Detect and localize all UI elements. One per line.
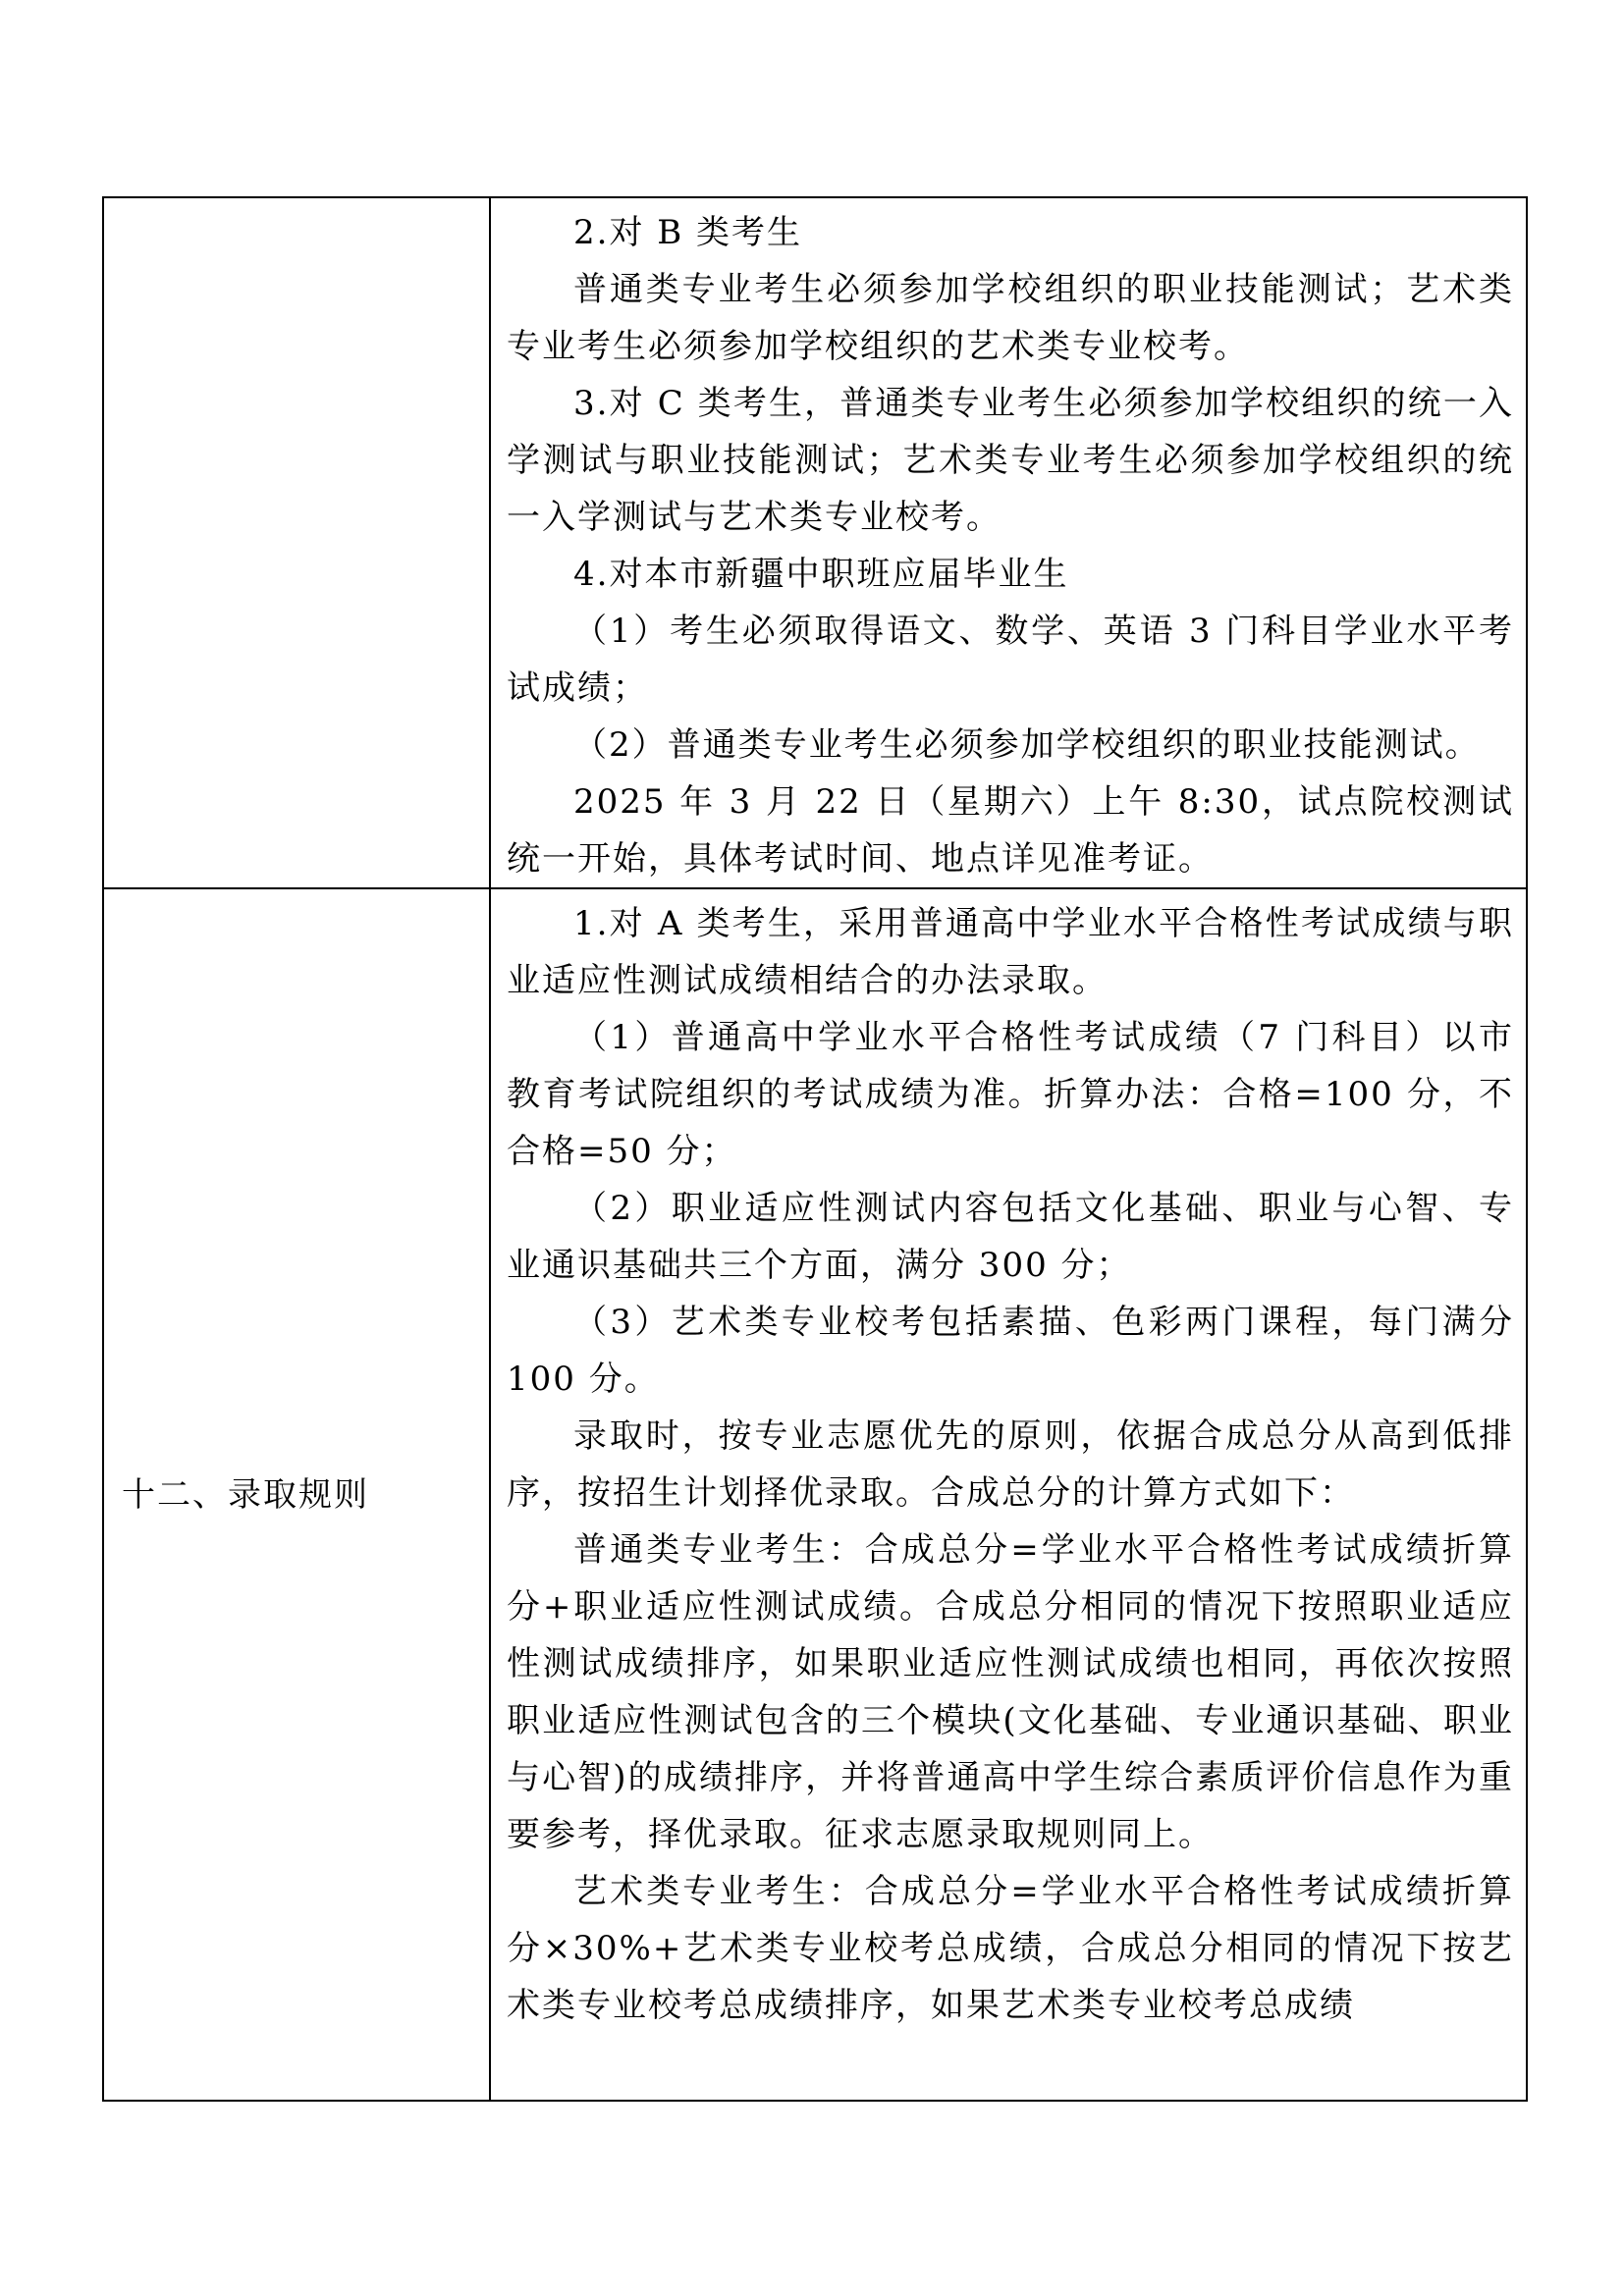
paragraph: 普通类专业考生：合成总分=学业水平合格性考试成绩折算分+职业适应性测试成绩。合成总分相同的情况下按照职业适应性测试成绩排序，如果职业适应性测试成绩也相同，再依次按照职业适应性测试包含的三个模块(文化基础、专业通识基础、职业与心智)的成绩排序，并将普通高中学生综合素质评价信息作为重要参考，择优录取。征求志愿录取规则同上。 xyxy=(507,1530,1514,1854)
paragraph: 3.对 C 类考生，普通类专业考生必须参加学校组织的统一入学测试与职业技能测试；艺术类专业考生必须参加学校组织的统一入学测试与艺术类专业校考。 xyxy=(507,384,1514,537)
paragraph: 1.对 A 类考生，采用普通高中学业水平合格性考试成绩与职业适应性测试成绩相结合的办法录取。 xyxy=(507,904,1514,1000)
paragraph: （2）普通类专业考生必须参加学校组织的职业技能测试。 xyxy=(573,725,1481,765)
paragraph: （3）艺术类专业校考包括素描、色彩两门课程，每门满分 100 分。 xyxy=(507,1303,1514,1399)
paragraph: 普通类专业考生必须参加学校组织的职业技能测试；艺术类专业考生必须参加学校组织的艺术类专业校考。 xyxy=(507,270,1514,366)
paragraph: （2）职业适应性测试内容包括文化基础、职业与心智、专业通识基础共三个方面，满分 300 分； xyxy=(507,1189,1514,1285)
table-row xyxy=(103,197,1527,888)
paragraph: 2025 年 3 月 22 日（星期六）上午 8:30，试点院校测试统一开始，具体考试时间、地点详见准考证。 xyxy=(507,782,1514,879)
paragraph: 4.对本市新疆中职班应届毕业生 xyxy=(573,555,1069,594)
paragraph: （1）普通高中学业水平合格性考试成绩（7 门科目）以市教育考试院组织的考试成绩为准。折算办法：合格=100 分，不合格=50 分； xyxy=(507,1018,1514,1171)
paragraph: 2.对 B 类考生 xyxy=(573,213,803,252)
row-content-cell xyxy=(490,888,1527,2101)
admission-table xyxy=(102,196,1528,2102)
paragraph: （1）考生必须取得语文、数学、英语 3 门科目学业水平考试成绩； xyxy=(507,612,1514,708)
row-label-cell xyxy=(103,888,490,2101)
table-row xyxy=(103,888,1527,2101)
paragraph: 艺术类专业考生：合成总分=学业水平合格性考试成绩折算分×30%+艺术类专业校考总成绩，合成总分相同的情况下按艺术类专业校考总成绩排序，如果艺术类专业校考总成绩 xyxy=(507,1872,1514,2025)
paragraph: 录取时，按专业志愿优先的原则，依据合成总分从高到低排序，按招生计划择优录取。合成总分的计算方式如下： xyxy=(507,1416,1514,1513)
row-label: 十二、录取规则 xyxy=(122,1474,369,1515)
row-content-cell xyxy=(490,197,1527,888)
row-label-cell xyxy=(103,197,490,888)
